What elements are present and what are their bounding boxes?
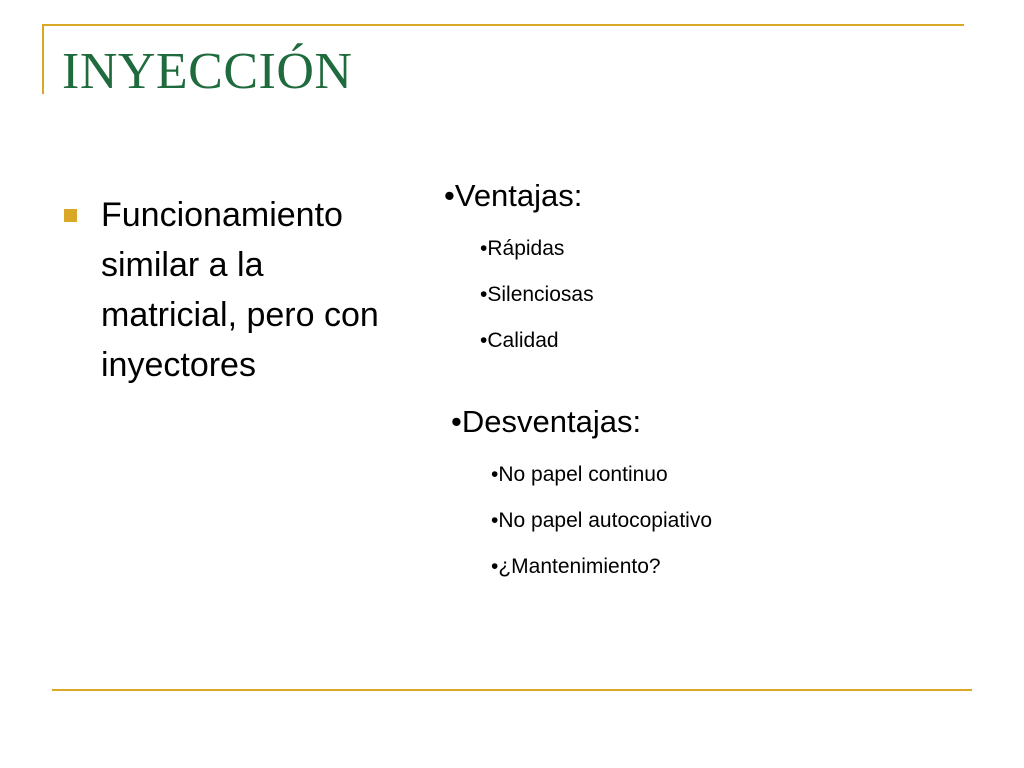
left-bullet-text: Funcionamiento similar a la matricial, pero con inyectores [101,196,379,384]
ventajas-heading: •Ventajas: [444,178,583,213]
square-bullet-icon [64,209,77,222]
list-item: •¿Mantenimiento? [491,555,661,578]
title-top-rule [42,24,964,26]
list-item: •No papel autocopiativo [491,509,713,532]
list-item: •Calidad [480,329,559,352]
ventajas-group [444,176,594,364]
title-left-rule [42,24,44,94]
desventajas-list [491,452,712,590]
list-item: •Rápidas [480,237,565,260]
desventajas-heading: •Desventajas: [451,404,642,439]
bottom-rule [52,689,972,691]
list-item: •No papel continuo [491,463,668,486]
list-item: •Silenciosas [480,283,594,306]
desventajas-group [451,402,712,590]
ventajas-list [480,226,594,364]
slide-title: INYECCIÓN [62,43,353,100]
